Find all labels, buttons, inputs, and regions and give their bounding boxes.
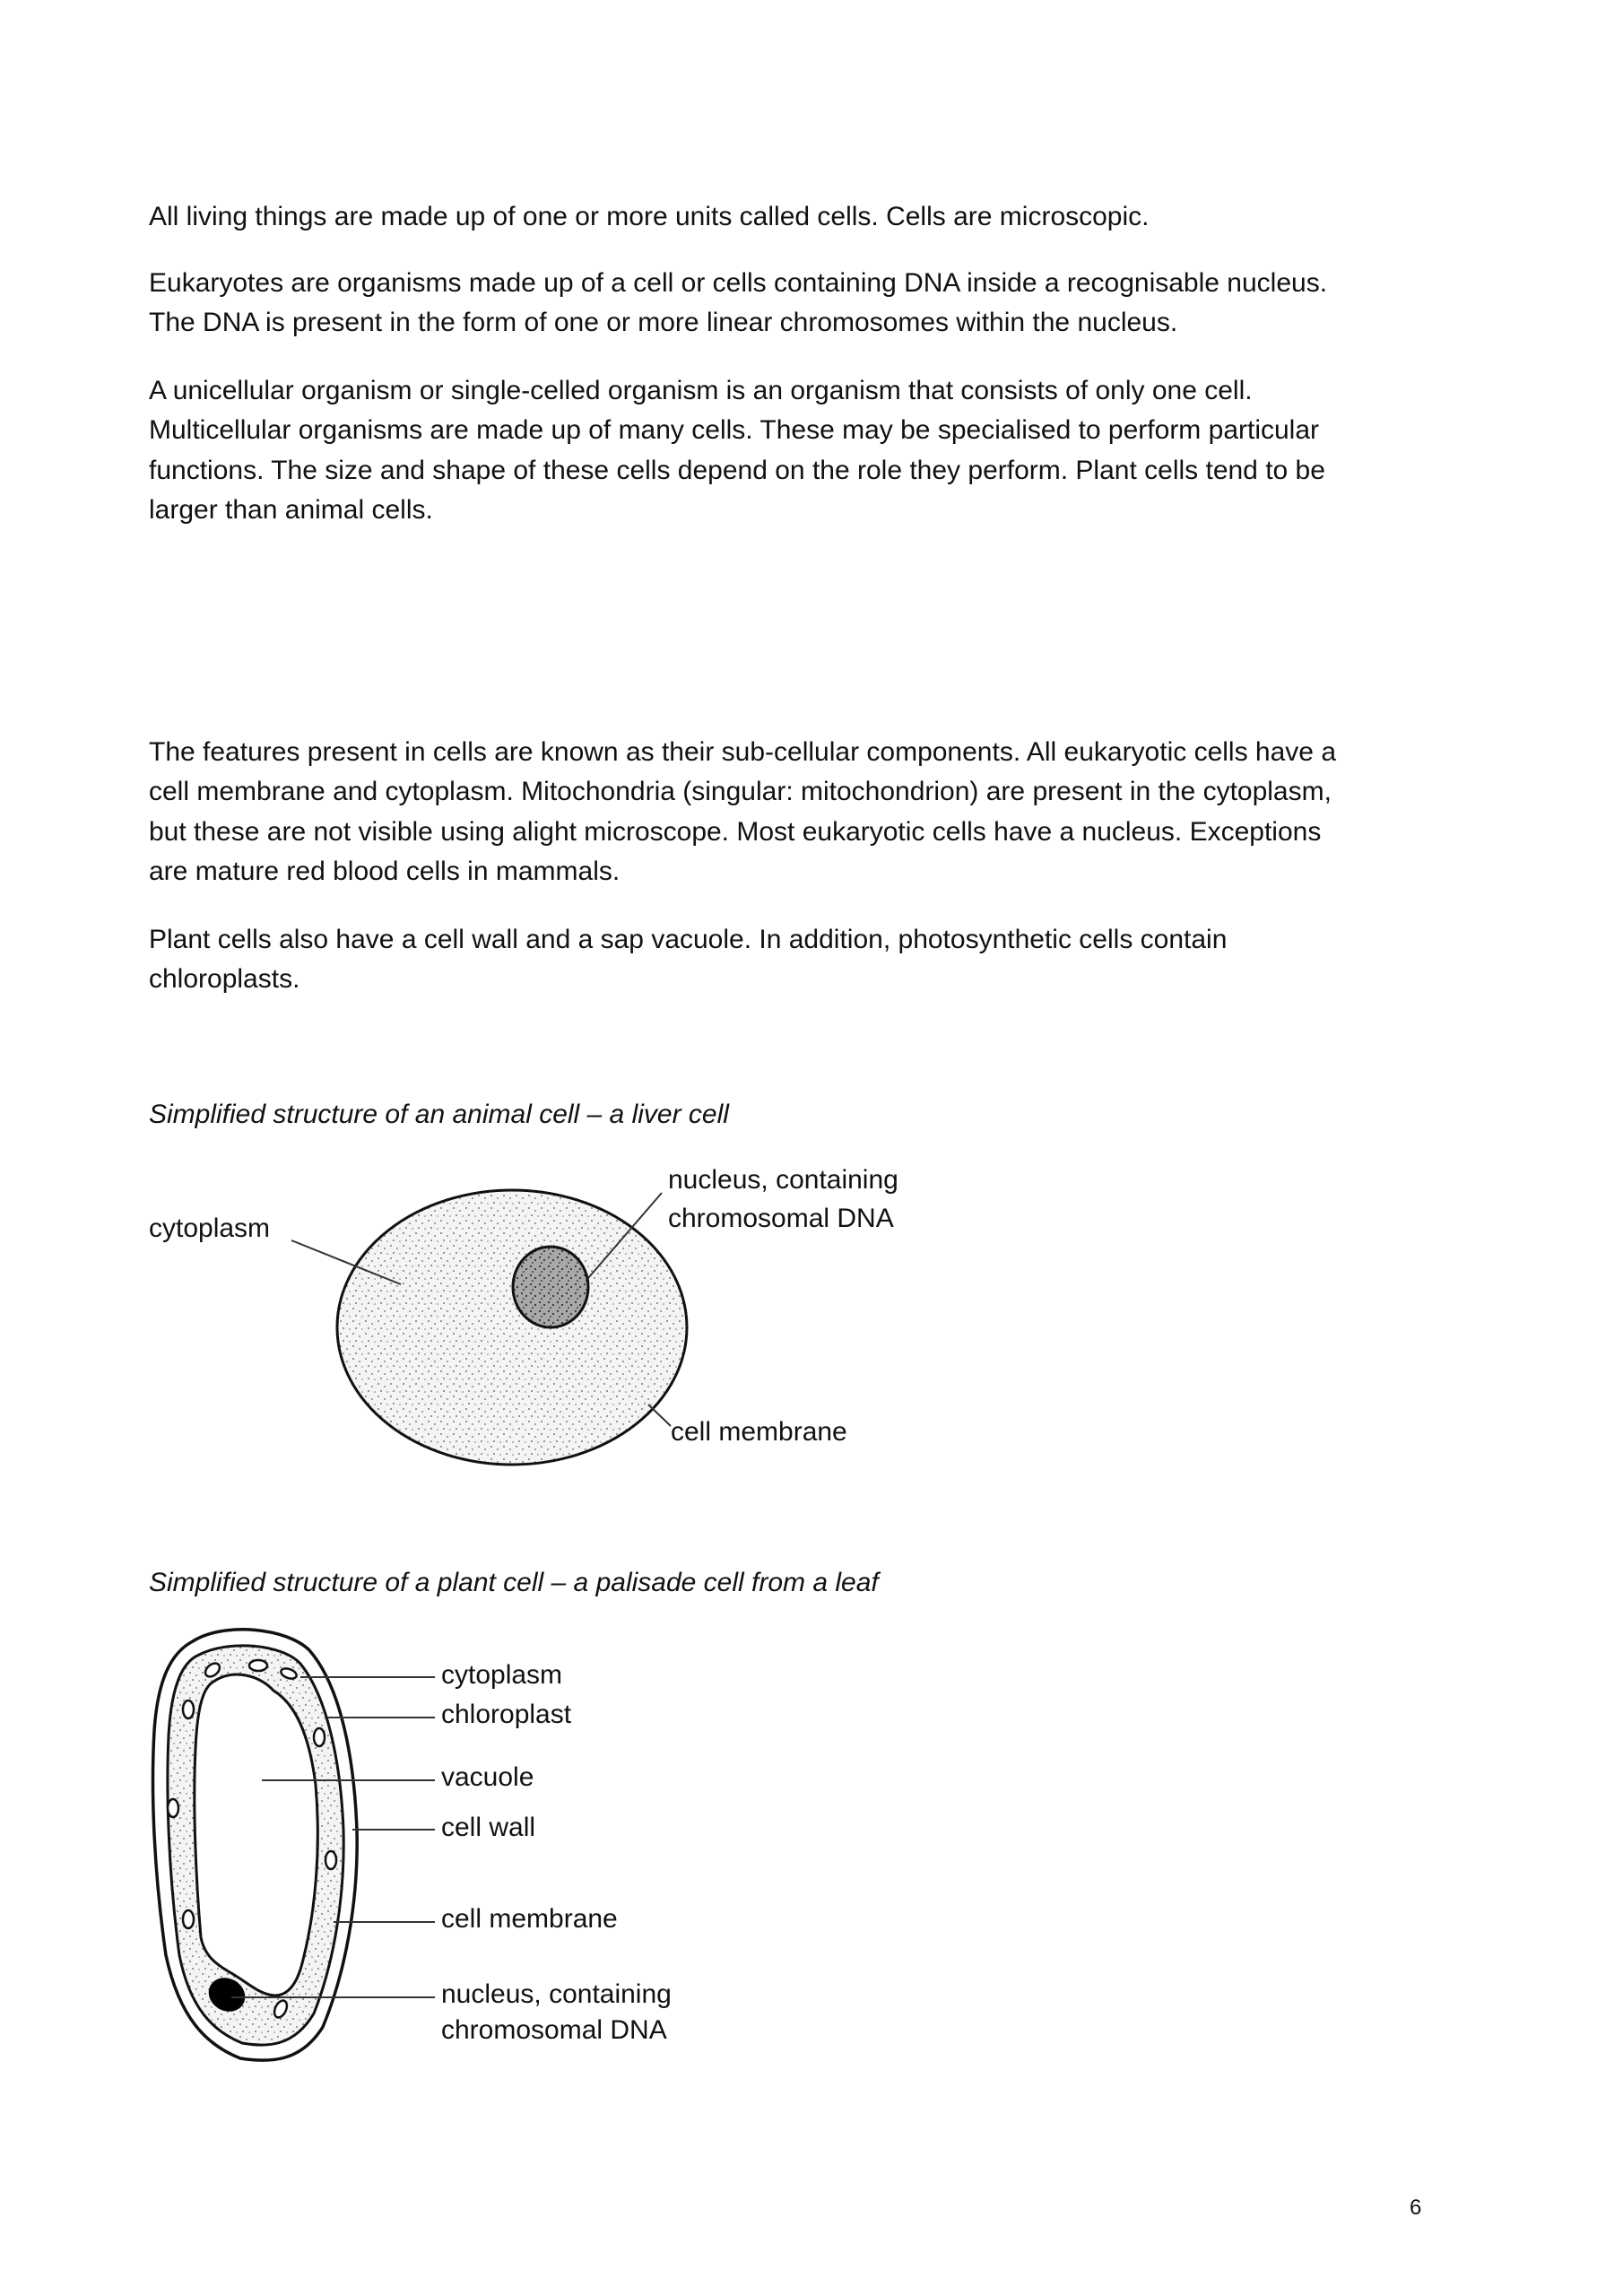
plant-cell-diagram (153, 1630, 435, 2060)
eukaryotes-paragraph-line: Eukaryotes are organisms made up of a cell or cells containing DNA inside a recognisable nucleus. (149, 268, 1328, 298)
plant-label-nucleus: nucleus, containing (441, 1979, 672, 2009)
animal-label-nucleus: nucleus, containing (668, 1165, 898, 1195)
plant-label-chloroplast: chloroplast (441, 1700, 572, 1729)
plant-cells-paragraph-line: chloroplasts. (149, 964, 300, 994)
animal-cell-diagram (291, 1190, 687, 1465)
animal-cell-membrane (337, 1190, 687, 1465)
plant-label-nucleus-2: chromosomal DNA (441, 2015, 667, 2045)
plant-label-cell-membrane: cell membrane (441, 1904, 618, 1934)
unicellular-paragraph-line: A unicellular organism or single-celled organism is an organism that consists of only one cell. (149, 376, 1253, 405)
eukaryotes-paragraph-line: The DNA is present in the form of one or more linear chromosomes within the nucleus. (149, 308, 1178, 337)
unicellular-paragraph-line: functions. The size and shape of these cells depend on the role they perform. Plant cells tend to be (149, 456, 1325, 485)
plant-cells-paragraph-line: Plant cells also have a cell wall and a sap vacuole. In addition, photosynthetic cells contain (149, 925, 1228, 954)
animal-cell-caption: Simplified structure of an animal cell – a liver cell (149, 1100, 729, 1129)
components-paragraph-line: are mature red blood cells in mammals. (149, 857, 621, 886)
components-paragraph-line: cell membrane and cytoplasm. Mitochondria (singular: mitochondrion) are present in the cytoplasm, (149, 777, 1332, 806)
plant-label-cell-wall: cell wall (441, 1813, 536, 1842)
intro-paragraph-line: All living things are made up of one or more units called cells. Cells are microscopic. (149, 202, 1150, 231)
plant-cell-vacuole (195, 1674, 317, 1996)
plant-label-cytoplasm: cytoplasm (441, 1660, 563, 1690)
plant-label-vacuole: vacuole (441, 1762, 534, 1792)
animal-label-cell-membrane: cell membrane (671, 1417, 847, 1447)
plant-cell-caption: Simplified structure of a plant cell – a palisade cell from a leaf (149, 1568, 879, 1597)
unicellular-paragraph-line: larger than animal cells. (149, 495, 433, 525)
page-number: 6 (1410, 2196, 1422, 2220)
animal-cell-nucleus (513, 1247, 588, 1327)
animal-label-cytoplasm: cytoplasm (149, 1213, 271, 1243)
animal-label-nucleus-2: chromosomal DNA (668, 1204, 894, 1233)
unicellular-paragraph-line: Multicellular organisms are made up of many cells. These may be specialised to perform particular (149, 415, 1320, 445)
components-paragraph-line: but these are not visible using alight microscope. Most eukaryotic cells have a nucleus. Exceptions (149, 817, 1322, 847)
components-paragraph-line: The features present in cells are known as their sub-cellular components. All eukaryotic cells have a (149, 737, 1336, 767)
